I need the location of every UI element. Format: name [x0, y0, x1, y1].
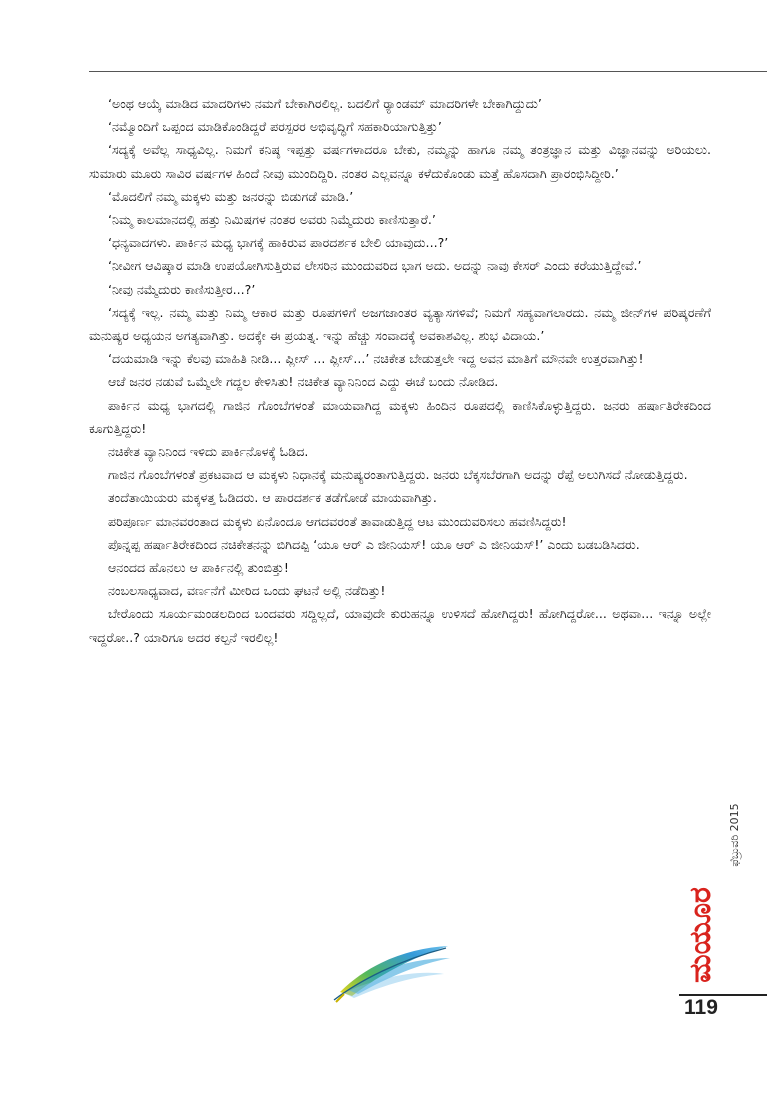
paragraph: ‘ಸದ್ಯಕ್ಕೆ ಇಲ್ಲ. ನಮ್ಮ ಮತ್ತು ನಿಮ್ಮ ಆಕಾರ ಮತ್ತು ರೂಪಗಳಿಗೆ ಅಜಗಜಾಂತರ ವ್ಯತ್ಯಾಸಗಳಿವೆ; ನಿಮಗೆ ಸಹ್ಯವಾಗಲಾರದು. ನಮ್ಮ ಜೀನ್‌ಗಳ ಪರಿಷ್ಕರಣೆಗೆ ಮನುಷ್ಯರ ಅಧ್ಯಯನ ಅಗತ್ಯವಾಗಿತ್ತು. ಅದಕ್ಕೇ ಈ ಪ್ರಯತ್ನ. ಇನ್ನು ಹೆಚ್ಚು ಸಂವಾದಕ್ಕೆ ಅವಕಾಶವಿಲ್ಲ. ಶುಭ ವಿದಾಯ.’ [89, 304, 711, 344]
paragraph: ‘ನಮ್ಮೊಂದಿಗೆ ಒಪ್ಪಂದ ಮಾಡಿಕೊಂಡಿದ್ದರೆ ಪರಸ್ಪರರ ಅಭಿವೃದ್ಧಿಗೆ ಸಹಕಾರಿಯಾಗುತ್ತಿತ್ತು’ [108, 119, 442, 135]
paragraph: ಗಾಜಿನ ಗೊಂಬೆಗಳಂತೆ ಪ್ರಕಟವಾದ ಆ ಮಕ್ಕಳು ನಿಧಾನಕ್ಕೆ ಮನುಷ್ಯರಂತಾಗುತ್ತಿದ್ದರು. ಜನರು ಬೆಕ್ಕಸಬೆರಗಾಗಿ ಅದನ್ನು ರೆಪ್ಪೆ ಅಲುಗಿಸದೆ ನೋಡುತ್ತಿದ್ದರು. [108, 467, 688, 483]
top-rule [89, 71, 767, 72]
paragraph: ಆನಂದದ ಹೊನಲು ಆ ಪಾರ್ಕಿನಲ್ಲಿ ತುಂಬಿತ್ತು! [108, 560, 289, 576]
paragraph: ನಂಬಲಸಾಧ್ಯವಾದ, ವರ್ಣನೆಗೆ ಮೀರಿದ ಒಂದು ಘಟನೆ ಅಲ್ಲಿ ನಡೆದಿತ್ತು! [108, 583, 386, 599]
paragraph: ‘ಧನ್ಯವಾದಗಳು. ಪಾರ್ಕಿನ ಮಧ್ಯ ಭಾಗಕ್ಕೆ ಹಾಕಿರುವ ಪಾರದರ್ಶಕ ಬೇಲಿ ಯಾವುದು...?’ [108, 235, 449, 251]
paragraph: ‘ನೀವೀಗ ಆವಿಷ್ಕಾರ ಮಾಡಿ ಉಪಯೋಗಿಸುತ್ತಿರುವ ಲೇಸರಿನ ಮುಂದುವರಿದ ಭಾಗ ಅದು. ಅದನ್ನು ನಾವು ಕೇಸರ್ ಎಂದು ಕರೆಯುತ್ತಿದ್ದೇವೆ.’ [108, 258, 642, 274]
article-body [89, 92, 711, 649]
issue-date [723, 785, 747, 885]
paragraph: ‘ದಯಮಾಡಿ ಇನ್ನು ಕೆಲವು ಮಾಹಿತಿ ನೀಡಿ... ಪ್ಲೀಸ್ ... ಪ್ಲೀಸ್...’ ನಚಿಕೇತ ಬೇಡುತ್ತಲೇ ಇದ್ದ ಅವನ ಮಾತಿಗೆ ಮೌನವೇ ಉತ್ತರವಾಗಿತ್ತು! [108, 351, 644, 367]
paragraph: ‘ನೀವು ನಮ್ಮೆದುರು ಕಾಣಿಸುತ್ತೀರ...?’ [108, 281, 256, 297]
paragraph: ತಂದೆತಾಯಿಯರು ಮಕ್ಕಳತ್ತ ಓಡಿದರು. ಆ ಪಾರದರ್ಶಕ ತಡೆಗೋಡೆ ಮಾಯವಾಗಿತ್ತು. [108, 490, 437, 506]
paragraph: ‘ಮೊದಲಿಗೆ ನಮ್ಮ ಮಕ್ಕಳು ಮತ್ತು ಜನರನ್ನು ಬಿಡುಗಡೆ ಮಾಡಿ.’ [108, 188, 354, 204]
paragraph: ಬೇರೊಂದು ಸೂರ್ಯಮಂಡಲದಿಂದ ಬಂದವರು ಸದ್ದಿಲ್ಲದೆ, ಯಾವುದೇ ಕುರುಹನ್ನೂ ಉಳಿಸದೆ ಹೋಗಿದ್ದರು! ಹೋಗಿದ್ದರೋ... ಅಥವಾ... ಇನ್ನೂ ಅಲ್ಲೇ ಇದ್ದರೋ..? ಯಾರಿಗೂ ಅದರ ಕಲ್ಪನೆ ಇರಲಿಲ್ಲ! [89, 606, 711, 645]
paragraph: ‘ಸದ್ಯಕ್ಕೆ ಅವೆಲ್ಲ ಸಾಧ್ಯವಿಲ್ಲ. ನಿಮಗೆ ಕನಿಷ್ಠ ಇಪ್ಪತ್ತು ವರ್ಷಗಳಾದರೂ ಬೇಕು, ನಮ್ಮನ್ನು ಹಾಗೂ ನಮ್ಮ ತಂತ್ರಜ್ಞಾನ ಮತ್ತು ವಿಜ್ಞಾನವನ್ನು ಅರಿಯಲು. ಸುಮಾರು ಮೂರು ಸಾವಿರ ವರ್ಷಗಳ ಹಿಂದೆ ನೀವು ಮುಂದಿದ್ದಿರಿ. ನಂತರ ಎಲ್ಲವನ್ನೂ ಕಳೆದುಕೊಂಡು ಮತ್ತೆ ಹೊಸದಾಗಿ ಪ್ರಾರಂಭಿಸಿದ್ದೀರಿ.’ [89, 142, 711, 181]
paragraph: ಪೊನ್ನಪ್ಪ ಹರ್ಷಾತಿರೇಕದಿಂದ ನಚಿಕೇತನನ್ನು ಬಿಗಿದಪ್ಪಿ ‘ಯೂ ಆರ್ ಎ ಜೀನಿಯಸ್! ಯೂ ಆರ್ ಎ ಜೀನಿಯಸ್!’ ಎಂದು ಬಡಬಡಿಸಿದರು. [108, 536, 640, 552]
paragraph: ಆಚೆ ಜನರ ನಡುವೆ ಒಮ್ಮೆಲೇ ಗದ್ದಲ ಕೇಳಿಸಿತು! ನಚಿಕೇತ ವ್ಯಾನಿನಿಂದ ಎದ್ದು ಈಚೆ ಬಂದು ನೋಡಿದ. [108, 374, 499, 390]
paragraph: ‘ಅಂಥ ಆಯ್ಕೆ ಮಾಡಿದ ಮಾದರಿಗಳು ನಮಗೆ ಬೇಕಾಗಿರಲಿಲ್ಲ. ಬದಲಿಗೆ ರ್‍ಯಾಂಡಮ್ ಮಾದರಿಗಳೇ ಬೇಕಾಗಿದ್ದುದು’ [108, 96, 542, 111]
page-number: 119 [684, 996, 718, 1019]
issue-date-text: ಫೆಬ್ರುವರಿ 2015 [728, 803, 741, 867]
paragraph: ಪಾರ್ಕಿನ ಮಧ್ಯ ಭಾಗದಲ್ಲಿ ಗಾಜಿನ ಗೊಂಬೆಗಳಂತೆ ಮಾಯವಾಗಿದ್ದ ಮಕ್ಕಳು ಹಿಂದಿನ ರೂಪದಲ್ಲಿ ಕಾಣಿಸಿಕೊಳ್ಳುತ್ತಿದ್ದರು. ಜನರು ಹರ್ಷಾತಿರೇಕದಿಂದ ಕೂಗುತ್ತಿದ್ದರು! [89, 397, 711, 436]
feather-icon [330, 940, 455, 1005]
paragraph: ನಚಿಕೇತ ವ್ಯಾನಿನಿಂದ ಇಳಿದು ಪಾರ್ಕಿನೊಳಕ್ಕೆ ಓಡಿದ. [108, 444, 309, 460]
magazine-logo [679, 880, 721, 990]
magazine-logo-text: ಮಯೂರ [682, 887, 718, 983]
paragraph: ಪರಿಪೂರ್ಣ ಮಾನವರಂತಾದ ಮಕ್ಕಳು ಏನೊಂದೂ ಆಗದವರಂತೆ ತಾವಾಡುತ್ತಿದ್ದ ಆಟ ಮುಂದುವರಿಸಲು ಹವಣಿಸಿದ್ದರು! [108, 513, 567, 529]
paragraph: ‘ನಿಮ್ಮ ಕಾಲಮಾನದಲ್ಲಿ ಹತ್ತು ನಿಮಿಷಗಳ ನಂತರ ಅವರು ನಿಮ್ಮೆದುರು ಕಾಣಿಸುತ್ತಾರೆ.’ [108, 212, 436, 228]
